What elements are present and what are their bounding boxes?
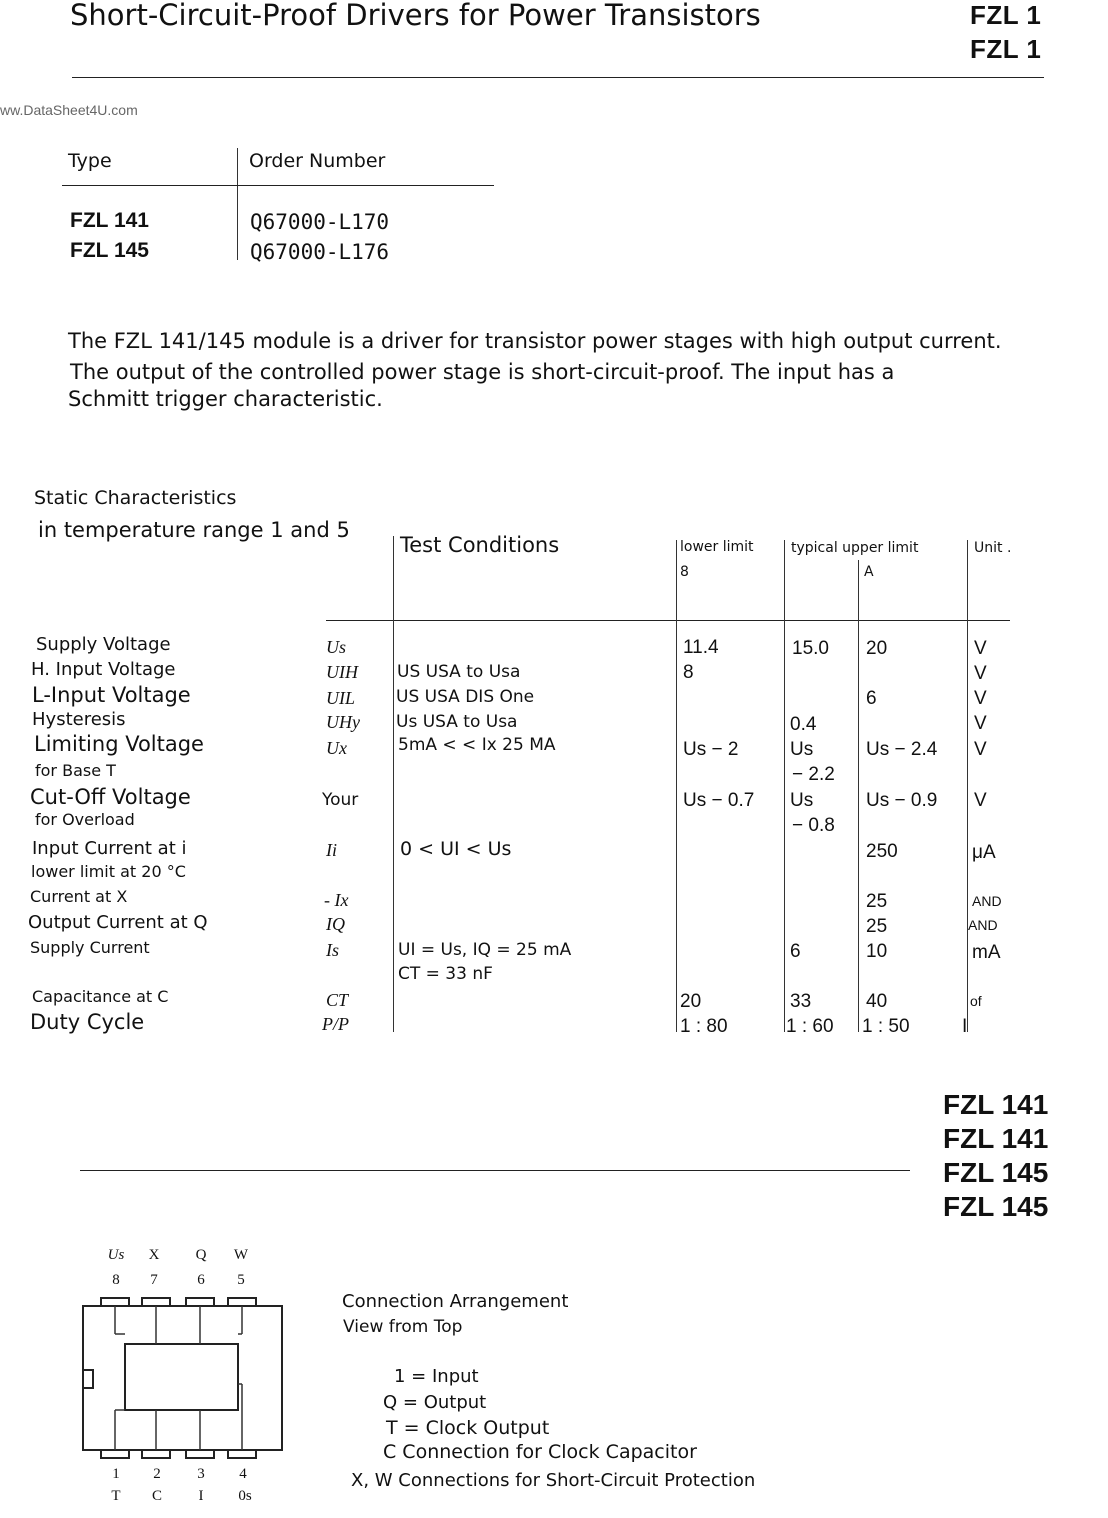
order-table-rule — [62, 185, 494, 186]
row-sym-hysteresis: UHy — [326, 712, 360, 732]
col-upper-sub: A — [864, 564, 874, 580]
col-unit: Unit . — [974, 540, 1012, 556]
pin-5 — [228, 1298, 256, 1306]
row-max-duty-cycle: 1 : 50 — [862, 1016, 910, 1037]
legend-item-5: X, W Connections for Short-Circuit Protection — [351, 1470, 756, 1491]
pin-label-bottom-4: 0s — [238, 1488, 252, 1504]
row-sym-capacitance: CT — [326, 990, 349, 1010]
row-sym-l-input: UIL — [326, 688, 356, 708]
connection-title: Connection Arrangement — [342, 1291, 569, 1312]
row-label-input-current: Input Current at i — [32, 838, 187, 859]
pin-number-bottom-2: 2 — [153, 1466, 161, 1482]
footer-code-4: FZL 145 — [943, 1191, 1049, 1222]
row-sym-supply-current: Is — [326, 940, 339, 960]
row-label-capacitance: Capacitance at C — [32, 987, 169, 1006]
row-unit-input-current: μA — [972, 842, 996, 863]
row-unit-l-input: V — [974, 688, 987, 709]
row-typ-limiting-voltage: Us — [790, 739, 814, 760]
pin-label-bottom-3: I — [198, 1488, 204, 1504]
order-number-1: Q67000-L170 — [250, 210, 390, 234]
row-sym-cutoff-voltage: Your — [322, 790, 359, 810]
row-max-cutoff-voltage: Us − 0.9 — [866, 790, 938, 811]
row-cond-h-input: US USA to Usa — [397, 662, 521, 682]
row-label-output-current: Output Current at Q — [28, 912, 208, 933]
row-typ-supply-voltage: 15.0 — [792, 638, 829, 659]
row-unit-output-current: AND — [968, 917, 998, 933]
row-min-supply-voltage: 11.4 — [683, 637, 719, 658]
connection-subtitle: View from Top — [343, 1317, 463, 1337]
row-typ-hysteresis: 0.4 — [790, 714, 817, 735]
static-subheading: in temperature range 1 and 5 — [38, 518, 350, 542]
footer-code-3: FZL 145 — [943, 1157, 1049, 1188]
pin-label-top-8: Us — [107, 1247, 125, 1263]
package-notch — [83, 1370, 93, 1388]
row-label-duty-cycle: Duty Cycle — [30, 1010, 145, 1034]
row-unit-supply-current: mA — [972, 942, 1001, 963]
row-unit-current-x: AND — [972, 893, 1002, 909]
header-code-1: FZL 1 — [970, 0, 1042, 30]
pin-number-top-5: 5 — [237, 1272, 245, 1288]
row-min-h-input: 8 — [683, 662, 694, 683]
header-rule — [72, 77, 1044, 78]
row-max-limiting-voltage: Us − 2.4 — [866, 739, 938, 760]
row-typ-cutoff-voltage: Us — [790, 790, 814, 811]
row-cond-hysteresis: Us USA to Usa — [396, 712, 518, 732]
row-unit-duty-cycle: I — [962, 1016, 968, 1037]
row-typ-duty-cycle: 1 : 60 — [786, 1016, 834, 1037]
static-table-rule — [326, 620, 1010, 621]
row-max-supply-current: 10 — [866, 941, 888, 962]
row-unit-h-input: V — [974, 663, 987, 684]
package-diagram — [78, 1294, 288, 1464]
col-divider-test — [393, 536, 394, 1032]
footer-code-1: FZL 141 — [943, 1089, 1049, 1120]
static-heading: Static Characteristics — [34, 487, 237, 509]
order-table-divider — [237, 148, 238, 260]
legend-item-2: Q = Output — [383, 1392, 487, 1413]
pin-8 — [101, 1298, 129, 1306]
row-min-duty-cycle: 1 : 80 — [680, 1016, 728, 1037]
package-die — [125, 1344, 238, 1410]
row-label-hysteresis: Hysteresis — [32, 709, 126, 730]
pin-label-top-5: W — [233, 1247, 249, 1263]
footer-code-2: FZL 141 — [943, 1123, 1049, 1154]
row-cond-l-input: US USA DIS One — [396, 687, 535, 707]
row-sym-duty-cycle: P/P — [322, 1014, 349, 1034]
package-body — [83, 1306, 282, 1450]
watermark: ww.DataSheet4U.com — [0, 102, 138, 118]
row-unit-supply-voltage: V — [974, 638, 987, 659]
pin-number-top-7: 7 — [150, 1272, 158, 1288]
description-line-3: Schmitt trigger characteristic. — [68, 387, 383, 411]
row-label-l-input: L-Input Voltage — [32, 683, 191, 707]
description-line-2: The output of the controlled power stage is short-circuit-proof. The input has a — [70, 360, 895, 384]
pin-number-bottom-4: 4 — [239, 1466, 247, 1482]
order-table-header-type: Type — [68, 150, 112, 172]
pin-number-top-6: 6 — [197, 1272, 205, 1288]
pin-label-bottom-2: C — [151, 1488, 162, 1504]
row-max-capacitance: 40 — [866, 991, 888, 1012]
pin-4 — [228, 1450, 256, 1458]
col-divider-lower — [676, 540, 677, 1032]
row-unit-hysteresis: V — [974, 713, 987, 734]
row-sym-input-current: Ii — [326, 840, 337, 860]
row-unit-limiting-voltage: V — [974, 739, 987, 760]
row-typ-supply-current: 6 — [790, 941, 801, 962]
order-table-header-order: Order Number — [249, 150, 386, 172]
row-cond2-supply-current: CT = 33 nF — [398, 964, 493, 984]
col-typical-upper: typical upper limit — [791, 540, 919, 556]
legend-item-1: 1 = Input — [394, 1366, 479, 1387]
order-type-1: FZL 141 — [70, 209, 149, 232]
row-typ2-cutoff-voltage: − 0.8 — [792, 815, 835, 836]
row-max-current-x: 25 — [866, 891, 888, 912]
row-max-l-input: 6 — [866, 688, 877, 709]
row-label-current-x: Current at X — [30, 887, 128, 906]
pin-1 — [101, 1450, 129, 1458]
col-lower-sub: 8 — [680, 564, 689, 580]
pin-label-bottom-1: T — [111, 1488, 121, 1504]
col-divider-unit — [967, 540, 968, 1032]
row-sub-input-current: lower limit at 20 °C — [31, 862, 186, 881]
col-lower-limit: lower limit — [680, 539, 754, 555]
pin-label-top-7: X — [148, 1247, 160, 1263]
row-sub-limiting-voltage: for Base T — [35, 761, 116, 780]
row-max-supply-voltage: 20 — [866, 638, 888, 659]
row-typ-capacitance: 33 — [790, 991, 812, 1012]
footer-rule — [80, 1170, 910, 1171]
row-min-limiting-voltage: Us − 2 — [683, 739, 739, 760]
row-cond-input-current: 0 < UI < Us — [400, 838, 512, 860]
col-divider-upper — [858, 560, 859, 1032]
row-sub-cutoff-voltage: for Overload — [35, 810, 135, 829]
col-divider-typ — [784, 540, 785, 1032]
pin-label-top-6: Q — [195, 1247, 207, 1263]
col-test-conditions: Test Conditions — [400, 533, 560, 557]
order-type-2: FZL 145 — [70, 239, 149, 262]
row-sym-output-current: IQ — [326, 914, 345, 934]
pin-3 — [186, 1450, 214, 1458]
row-label-supply-current: Supply Current — [30, 938, 150, 957]
row-sym-h-input: UIH — [326, 662, 358, 682]
pin-6 — [186, 1298, 214, 1306]
row-label-supply-voltage: Supply Voltage — [36, 634, 171, 655]
order-number-2: Q67000-L176 — [250, 240, 390, 264]
row-label-limiting-voltage: Limiting Voltage — [34, 732, 204, 756]
legend-item-3: T = Clock Output — [386, 1417, 550, 1439]
pin-number-top-8: 8 — [112, 1272, 120, 1288]
description-line-1: The FZL 141/145 module is a driver for transistor power stages with high output current. — [68, 329, 1002, 353]
row-unit-capacitance: of — [970, 993, 982, 1009]
row-unit-cutoff-voltage: V — [974, 790, 987, 811]
row-sym-current-x: - Ix — [324, 890, 349, 910]
pin-2 — [142, 1450, 170, 1458]
row-label-cutoff-voltage: Cut-Off Voltage — [30, 785, 191, 809]
pin-number-bottom-3: 3 — [197, 1466, 205, 1482]
row-max-input-current: 250 — [866, 841, 898, 862]
row-min-cutoff-voltage: Us − 0.7 — [683, 790, 755, 811]
page-title: Short-Circuit-Proof Drivers for Power Transistors — [70, 0, 761, 32]
row-max-output-current: 25 — [866, 916, 888, 937]
row-typ2-limiting-voltage: − 2.2 — [792, 764, 835, 785]
row-sym-supply-voltage: Us — [326, 637, 347, 657]
row-min-capacitance: 20 — [680, 991, 702, 1012]
pin-7 — [142, 1298, 170, 1306]
row-cond-limiting-voltage: 5mA < < Ix 25 MA — [398, 735, 556, 755]
row-label-h-input: H. Input Voltage — [31, 659, 176, 680]
header-code-2: FZL 1 — [970, 34, 1042, 64]
pin-number-bottom-1: 1 — [112, 1466, 120, 1482]
legend-item-4: C Connection for Clock Capacitor — [383, 1441, 697, 1463]
row-cond-supply-current: UI = Us, IQ = 25 mA — [398, 940, 572, 960]
row-sym-limiting-voltage: Ux — [326, 738, 347, 758]
